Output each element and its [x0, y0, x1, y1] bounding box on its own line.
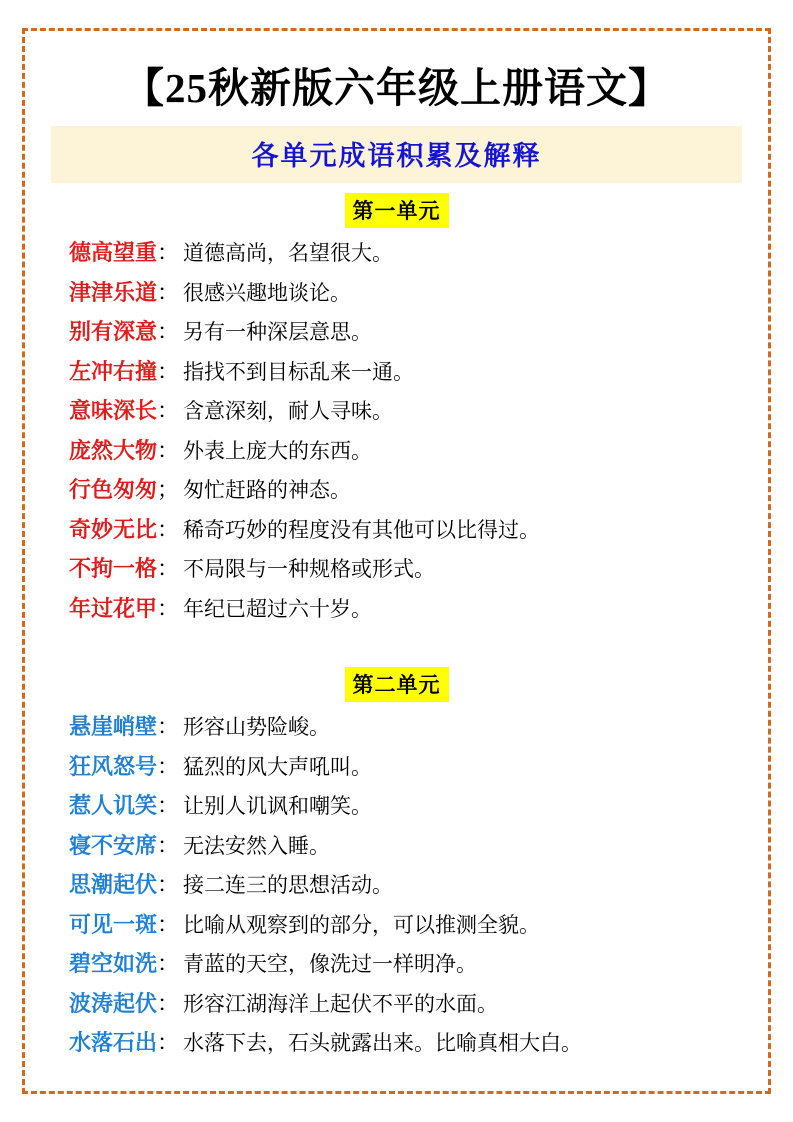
list-item — [51, 710, 742, 744]
idiom-separator: ： — [157, 556, 180, 581]
idiom-separator: ： — [157, 516, 180, 542]
list-item — [51, 750, 742, 784]
idiom-definition: 比喻从观察到的部分，可以推测全貌。 — [183, 913, 541, 937]
page-title: 【25秋新版六年级上册语文】 — [123, 65, 670, 111]
unit-heading-2-badge: 第二单元 — [345, 667, 449, 702]
idiom-term: 行色匆匆 — [69, 477, 158, 502]
list-item — [51, 513, 742, 547]
idiom-definition: 青蓝的天空，像洗过一样明净。 — [183, 953, 478, 976]
idiom-definition: 稀奇巧妙的程度没有其他可以比得过。 — [183, 518, 541, 542]
idiom-separator: ： — [157, 872, 180, 897]
idiom-separator: ： — [157, 279, 180, 305]
unit-section-1 — [51, 193, 742, 625]
list-item — [51, 355, 742, 389]
idiom-definition: 另有一种深层意思。 — [183, 321, 373, 344]
idiom-separator: ： — [157, 358, 180, 384]
idiom-term: 水落石出 — [69, 1030, 158, 1055]
idiom-definition: 水落下去，石头就露出来。比喻真相大白。 — [183, 1032, 583, 1055]
idiom-term: 不拘一格 — [69, 556, 158, 581]
idiom-definition: 猛烈的风大声吼叫。 — [183, 755, 373, 779]
subtitle-banner — [51, 126, 742, 183]
list-item — [51, 236, 742, 270]
dashed-border-frame — [22, 28, 771, 1094]
idiom-term: 庞然大物 — [69, 437, 158, 463]
idiom-definition: 不局限与一种规格或形式。 — [183, 558, 436, 581]
idiom-term: 寝不安席 — [69, 832, 158, 858]
idiom-definition: 很感兴趣地谈论。 — [183, 281, 352, 305]
idiom-list-2 — [51, 710, 742, 1060]
idiom-definition: 让别人讥讽和嘲笑。 — [183, 795, 373, 818]
idiom-term: 意味深长 — [69, 398, 158, 423]
idiom-term: 年过花甲 — [69, 595, 158, 621]
idiom-separator: ： — [157, 753, 180, 779]
idiom-separator: ： — [157, 990, 180, 1016]
idiom-separator: ： — [157, 832, 180, 858]
list-item — [51, 829, 742, 863]
idiom-definition: 形容江湖海洋上起伏不平的水面。 — [183, 992, 499, 1016]
idiom-list-1 — [51, 236, 742, 625]
idiom-separator: ； — [157, 477, 180, 502]
idiom-term: 思潮起伏 — [69, 872, 158, 897]
idiom-definition: 道德高尚，名望很大。 — [183, 242, 394, 265]
idiom-separator: ： — [157, 714, 180, 739]
idiom-definition: 匆忙赶路的神态。 — [183, 479, 352, 502]
idiom-term: 奇妙无比 — [69, 516, 158, 542]
idiom-definition: 指找不到目标乱来一通。 — [183, 360, 415, 384]
list-item — [51, 1026, 742, 1060]
idiom-term: 惹人讥笑 — [69, 793, 158, 818]
list-item — [51, 276, 742, 310]
idiom-separator: ： — [157, 240, 180, 265]
idiom-term: 左冲右撞 — [69, 358, 158, 384]
list-item — [51, 987, 742, 1021]
idiom-separator: ： — [157, 911, 180, 937]
list-item — [51, 789, 742, 823]
list-item — [51, 552, 742, 586]
page-subtitle: 各单元成语积累及解释 — [251, 141, 542, 171]
list-item — [51, 434, 742, 468]
list-item — [51, 908, 742, 942]
unit-heading-1-badge: 第一单元 — [345, 193, 449, 228]
list-item — [51, 592, 742, 626]
idiom-separator: ： — [157, 437, 180, 463]
idiom-term: 碧空如洗 — [69, 951, 158, 976]
idiom-definition: 年纪已超过六十岁。 — [183, 597, 373, 621]
idiom-term: 德高望重 — [69, 240, 158, 265]
unit-heading-2 — [51, 667, 742, 702]
idiom-definition: 接二连三的思想活动。 — [183, 874, 394, 897]
list-item — [51, 947, 742, 981]
unit-section-2 — [51, 667, 742, 1060]
idiom-term: 别有深意 — [69, 319, 158, 344]
idiom-term: 津津乐道 — [69, 279, 158, 305]
section-gap — [51, 631, 742, 657]
idiom-term: 波涛起伏 — [69, 990, 158, 1016]
idiom-separator: ： — [157, 1030, 180, 1055]
list-item — [51, 394, 742, 428]
idiom-separator: ： — [157, 319, 180, 344]
idiom-definition: 无法安然入睡。 — [183, 834, 331, 858]
idiom-term: 悬崖峭壁 — [69, 714, 158, 739]
idiom-separator: ： — [157, 398, 180, 423]
idiom-definition: 外表上庞大的东西。 — [183, 439, 373, 463]
unit-heading-1 — [51, 193, 742, 228]
idiom-term: 狂风怒号 — [69, 753, 158, 779]
idiom-separator: ： — [157, 951, 180, 976]
idiom-separator: ： — [157, 595, 180, 621]
idiom-definition: 形容山势险峻。 — [183, 716, 331, 739]
list-item — [51, 315, 742, 349]
idiom-definition: 含意深刻，耐人寻味。 — [183, 400, 394, 423]
idiom-separator: ： — [157, 793, 180, 818]
list-item — [51, 868, 742, 902]
list-item — [51, 473, 742, 507]
idiom-term: 可见一斑 — [69, 911, 158, 937]
